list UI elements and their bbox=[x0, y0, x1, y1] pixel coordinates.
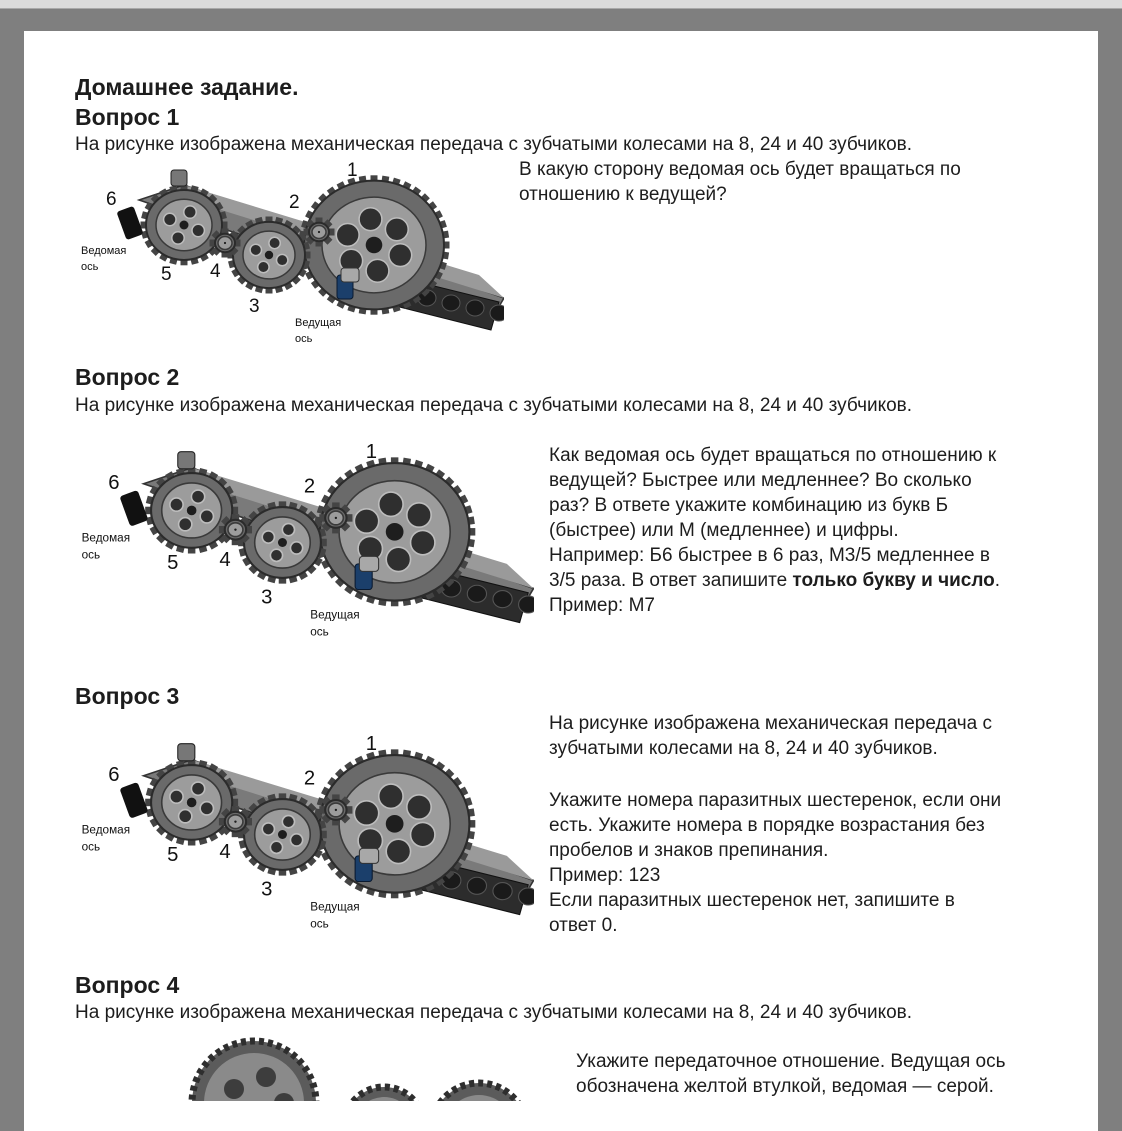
question-2-line-2: ведущей? Быстрее или медленнее? Во сколько bbox=[549, 470, 972, 491]
label-gear-3: 3 bbox=[249, 296, 260, 317]
gear-middle-top bbox=[344, 1087, 424, 1101]
question-4-intro: На рисунке изображена механическая передача с зубчатыми колесами на 8, 24 и 40 зубчиков. bbox=[75, 1002, 913, 1023]
question-3-line-6: пробелов и знаков препинания. bbox=[549, 840, 829, 861]
label-gear-6: 6 bbox=[106, 189, 117, 210]
question-2-line-3: раз? В ответе укажите комбинацию из букв Б bbox=[549, 495, 949, 516]
question-2-line-5: Например: Б6 быстрее в 6 раз, М3/5 медленнее в bbox=[549, 545, 990, 566]
question-3-heading: Вопрос 3 bbox=[75, 683, 180, 709]
label-driver-2: ось bbox=[310, 917, 329, 931]
label-gear-3: 3 bbox=[261, 878, 273, 901]
label-driven-2: ось bbox=[81, 840, 101, 854]
question-2-intro: На рисунке изображена механическая передача с зубчатыми колесами на 8, 24 и 40 зубчиков. bbox=[75, 395, 913, 416]
question-2-example: Пример: М7 bbox=[549, 595, 655, 616]
label-driver-1: Ведущая bbox=[295, 317, 342, 329]
gear-train-figure-3 bbox=[79, 733, 534, 938]
gear-8-teeth-4 bbox=[210, 229, 241, 258]
label-gear-1: 1 bbox=[347, 160, 358, 181]
label-driver-1: Ведущая bbox=[310, 608, 360, 622]
gear-train-figure-4 bbox=[119, 1031, 559, 1101]
label-gear-5: 5 bbox=[161, 264, 172, 285]
question-2-line-1: Как ведомая ось будет вращаться по отношению к bbox=[549, 445, 997, 466]
label-gear-1: 1 bbox=[365, 441, 378, 464]
gear-24-teeth-3 bbox=[238, 501, 327, 583]
viewer-top-bar bbox=[0, 0, 1122, 9]
gear-train-figure-2 bbox=[79, 441, 534, 646]
gear-8-teeth-2 bbox=[304, 218, 335, 247]
question-4-line-2: обозначена желтой втулкой, ведомая — серой. bbox=[576, 1076, 994, 1097]
label-driven-2: ось bbox=[81, 548, 101, 562]
question-3-line-4: Укажите номера паразитных шестеренок, если они bbox=[549, 790, 1002, 811]
label-gear-4: 4 bbox=[219, 549, 231, 572]
label-driven-2: ось bbox=[81, 261, 99, 273]
label-driver-1: Ведущая bbox=[310, 900, 360, 914]
gear-8-teeth-4 bbox=[219, 806, 252, 837]
label-driven-1: Ведомая bbox=[81, 245, 127, 257]
question-2-emphasis: только букву и число bbox=[792, 570, 995, 591]
question-2-line-6-text: 3/5 раза. В ответ запишите bbox=[549, 570, 793, 591]
question-3-line-9: ответ 0. bbox=[549, 915, 618, 936]
label-gear-2: 2 bbox=[303, 767, 316, 790]
label-driven-1: Ведомая bbox=[81, 531, 131, 545]
label-gear-5: 5 bbox=[167, 552, 179, 575]
question-3-line-5: есть. Укажите номера в порядке возрастания без bbox=[549, 815, 985, 836]
label-driver-2: ось bbox=[310, 625, 329, 639]
label-gear-6: 6 bbox=[108, 472, 120, 495]
label-gear-3: 3 bbox=[261, 586, 273, 609]
gear-24-teeth-3 bbox=[228, 217, 311, 294]
label-gear-1: 1 bbox=[365, 733, 378, 756]
label-driver-2: ось bbox=[295, 333, 313, 345]
document-page bbox=[24, 31, 1098, 1131]
gear-train-figure-1 bbox=[79, 160, 504, 350]
label-driven-1: Ведомая bbox=[81, 823, 131, 837]
gear-8-teeth-2 bbox=[319, 794, 352, 825]
question-2-heading: Вопрос 2 bbox=[75, 364, 180, 390]
question-1-heading: Вопрос 1 bbox=[75, 104, 180, 130]
question-2-line-6-end: . bbox=[994, 570, 1001, 591]
gear-8-teeth-4 bbox=[219, 514, 252, 545]
question-4-heading: Вопрос 4 bbox=[75, 972, 180, 998]
question-2-line-4: (быстрее) или М (медленнее) и цифры. bbox=[549, 520, 899, 541]
question-3-example: Пример: 123 bbox=[549, 865, 661, 886]
question-3-line-2: зубчатыми колесами на 8, 24 и 40 зубчиков. bbox=[549, 738, 938, 759]
question-1-line-1: В какую сторону ведомая ось будет вращаться по bbox=[519, 159, 961, 180]
label-gear-2: 2 bbox=[303, 475, 316, 498]
label-gear-5: 5 bbox=[167, 844, 179, 867]
label-gear-6: 6 bbox=[108, 764, 120, 787]
gear-24-teeth-3 bbox=[238, 793, 327, 875]
question-3-line-1: На рисунке изображена механическая передача с bbox=[549, 713, 992, 734]
question-2-line-6 bbox=[549, 568, 1000, 593]
gear-large-top bbox=[192, 1041, 316, 1101]
question-1-intro: На рисунке изображена механическая передача с зубчатыми колесами на 8, 24 и 40 зубчиков. bbox=[75, 134, 913, 155]
gear-right-top bbox=[431, 1083, 527, 1101]
label-gear-4: 4 bbox=[219, 841, 231, 864]
label-gear-4: 4 bbox=[210, 261, 221, 282]
gear-8-teeth-2 bbox=[319, 502, 352, 533]
page-title: Домашнее задание. bbox=[75, 74, 299, 100]
question-4-line-1: Укажите передаточное отношение. Ведущая ось bbox=[576, 1051, 1006, 1072]
question-3-line-8: Если паразитных шестеренок нет, запишите в bbox=[549, 890, 955, 911]
question-1-line-2: отношению к ведущей? bbox=[519, 184, 727, 205]
label-gear-2: 2 bbox=[289, 192, 300, 213]
